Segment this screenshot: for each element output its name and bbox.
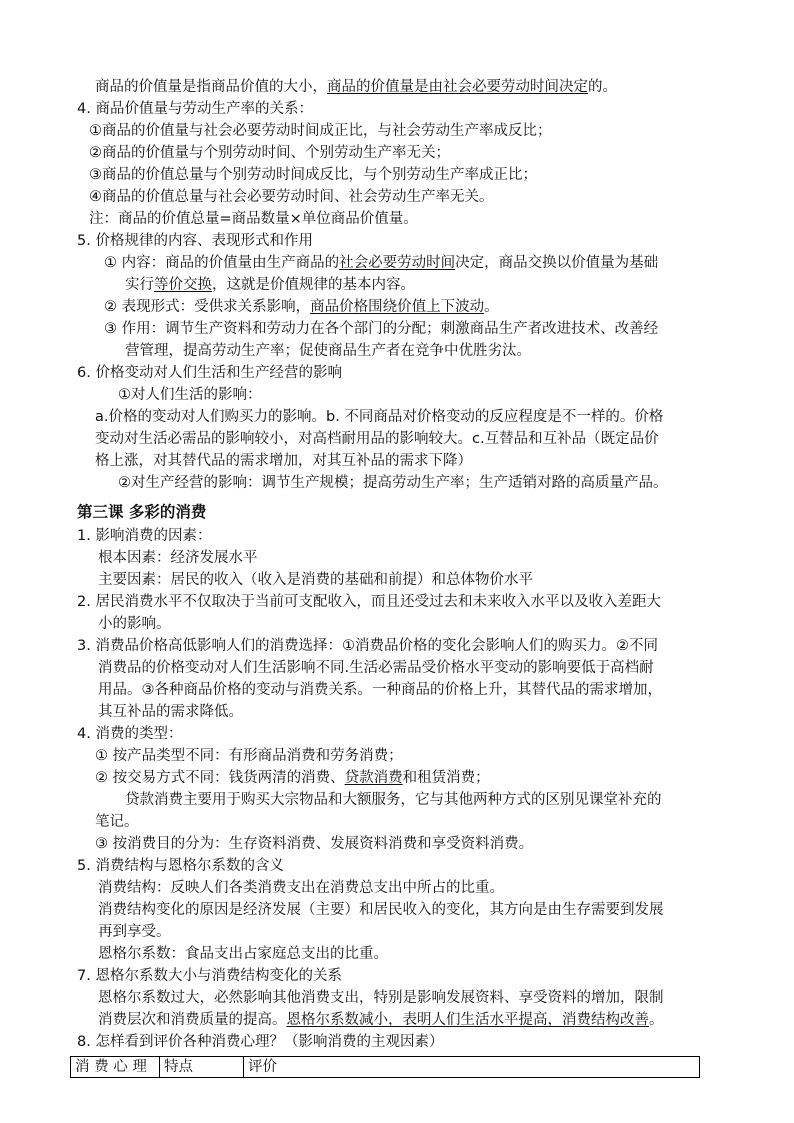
- list-item: ① 按产品类型不同：有形商品消费和劳务消费；: [95, 748, 403, 764]
- table-header-cell: 特点: [160, 1057, 244, 1078]
- text-line: 用品。③各种商品价格的变动与消费关系。一种商品的价格上升，其替代品的需求增加，: [98, 682, 662, 698]
- section-5-heading: 5. 价格规律的内容、表现形式和作用: [77, 233, 313, 249]
- list-item: ①对人们生活的影响：: [118, 387, 262, 403]
- section-8-heading: 8. 怎样看到评价各种消费心理？（影响消费的主观因素）: [77, 1034, 444, 1050]
- text-line: 商品的价值量是指商品价值的大小，商品的价值量是由社会必要劳动时间决定的。: [95, 79, 617, 95]
- list-item: ③ 作用：调节生产资料和劳动力在各个部门的分配；刺激商品生产者改进技术、改善经: [104, 321, 659, 337]
- list-item: ②对生产经营的影响：调节生产规模；提高劳动生产率；生产适销对路的高质量产品。: [118, 475, 668, 491]
- text-line: 再到享受。: [98, 924, 171, 940]
- list-item: ① 内容：商品的价值量由生产商品的社会必要劳动时间决定，商品交换以价值量为基础: [104, 255, 659, 271]
- section-1-heading: 1. 影响消费的因素：: [77, 528, 212, 544]
- text-line: 消费品的价格变动对人们生活影响不同.生活必需品受价格水平变动的影响要低于高档耐: [98, 660, 654, 676]
- list-item: ③商品的价值总量与个别劳动时间成反比，与个别劳动生产率成正比；: [89, 167, 537, 183]
- text-line: 恩格尔系数过大，必然影响其他消费支出，特别是影响发展资料、享受资料的增加，限制: [98, 990, 664, 1006]
- text-line: 贷款消费主要用于购买大宗物品和大额服务，它与其他两种方式的区别见课堂补充的: [125, 792, 662, 808]
- text-line: a.价格的变动对人们购买力的影响。b. 不同商品对价格变动的反应程度是不一样的。价格: [95, 409, 664, 425]
- text-line: 营管理，提高劳动生产率；促使商品生产者在竞争中优胜劣汰。: [125, 343, 531, 359]
- section-6-heading: 6. 价格变动对人们生活和生产经营的影响: [77, 365, 342, 381]
- table-header-cell: 消 费 心 理: [71, 1057, 160, 1078]
- section-4b-heading: 4. 消费的类型：: [77, 726, 183, 742]
- list-item: ③ 按消费目的分为：生存资料消费、发展资料消费和享受资料消费。: [95, 836, 534, 852]
- text-line: 笔记。: [95, 814, 139, 830]
- text-line: 主要因素：居民的收入（收入是消费的基础和前提）和总体物价水平: [98, 572, 533, 588]
- text-line: 消费层次和消费质量的提高。恩格尔系数减小，表明人们生活水平提高，消费结构改善。: [98, 1012, 664, 1028]
- text-line: 其互补品的需求降低。: [98, 704, 243, 720]
- section-3-text: 3. 消费品价格高低影响人们的消费选择：①消费品价格的变化会影响人们的购买力。②不同: [77, 638, 658, 654]
- text-line: 小的影响。: [98, 616, 171, 632]
- note: 注：商品的价值总量=商品数量×单位商品价值量。: [89, 211, 418, 227]
- section-7-heading: 7. 恩格尔系数大小与消费结构变化的关系: [77, 968, 342, 984]
- text-line: 根本因素：经济发展水平: [98, 550, 258, 566]
- text-line: 变动对生活必需品的影响较小，对高档耐用品的影响较大。c.互替品和互补品（既定品价: [95, 431, 659, 447]
- table-header-row: [71, 1057, 700, 1078]
- lesson-heading: 第三课 多彩的消费: [77, 503, 207, 521]
- consumer-psychology-table: [70, 1056, 700, 1078]
- list-item: ④商品的价值总量与社会必要劳动时间、社会劳动生产率无关。: [89, 189, 494, 205]
- text-line: 恩格尔系数：食品支出占家庭总支出的比重。: [98, 946, 388, 962]
- list-item: ② 表现形式：受供求关系影响，商品价格围绕价值上下波动。: [104, 299, 499, 315]
- text-line: 消费结构变化的原因是经济发展（主要）和居民收入的变化，其方向是由生存需要到发展: [98, 902, 664, 918]
- list-item: ①商品的价值量与社会必要劳动时间成正比，与社会劳动生产率成反比；: [89, 123, 552, 139]
- section-2-text: 2. 居民消费水平不仅取决于当前可支配收入，而且还受过去和未来收入水平以及收入差距大: [77, 594, 661, 610]
- text-line: 消费结构：反映人们各类消费支出在消费总支出中所占的比重。: [98, 880, 504, 896]
- table-header-cell: 评价: [244, 1057, 700, 1078]
- list-item: ②商品的价值量与个别劳动时间、个别劳动生产率无关；: [89, 145, 450, 161]
- text-line: 实行等价交换，这就是价值规律的基本内容。: [125, 277, 415, 293]
- text-line: 格上涨，对其替代品的需求增加，对其互补品的需求下降）: [95, 453, 472, 469]
- list-item: ② 按交易方式不同：钱货两清的消费、贷款消费和租赁消费；: [95, 770, 490, 786]
- section-4-heading: 4. 商品价值量与劳动生产率的关系：: [77, 101, 313, 117]
- section-5b-heading: 5. 消费结构与恩格尔系数的含义: [77, 858, 284, 874]
